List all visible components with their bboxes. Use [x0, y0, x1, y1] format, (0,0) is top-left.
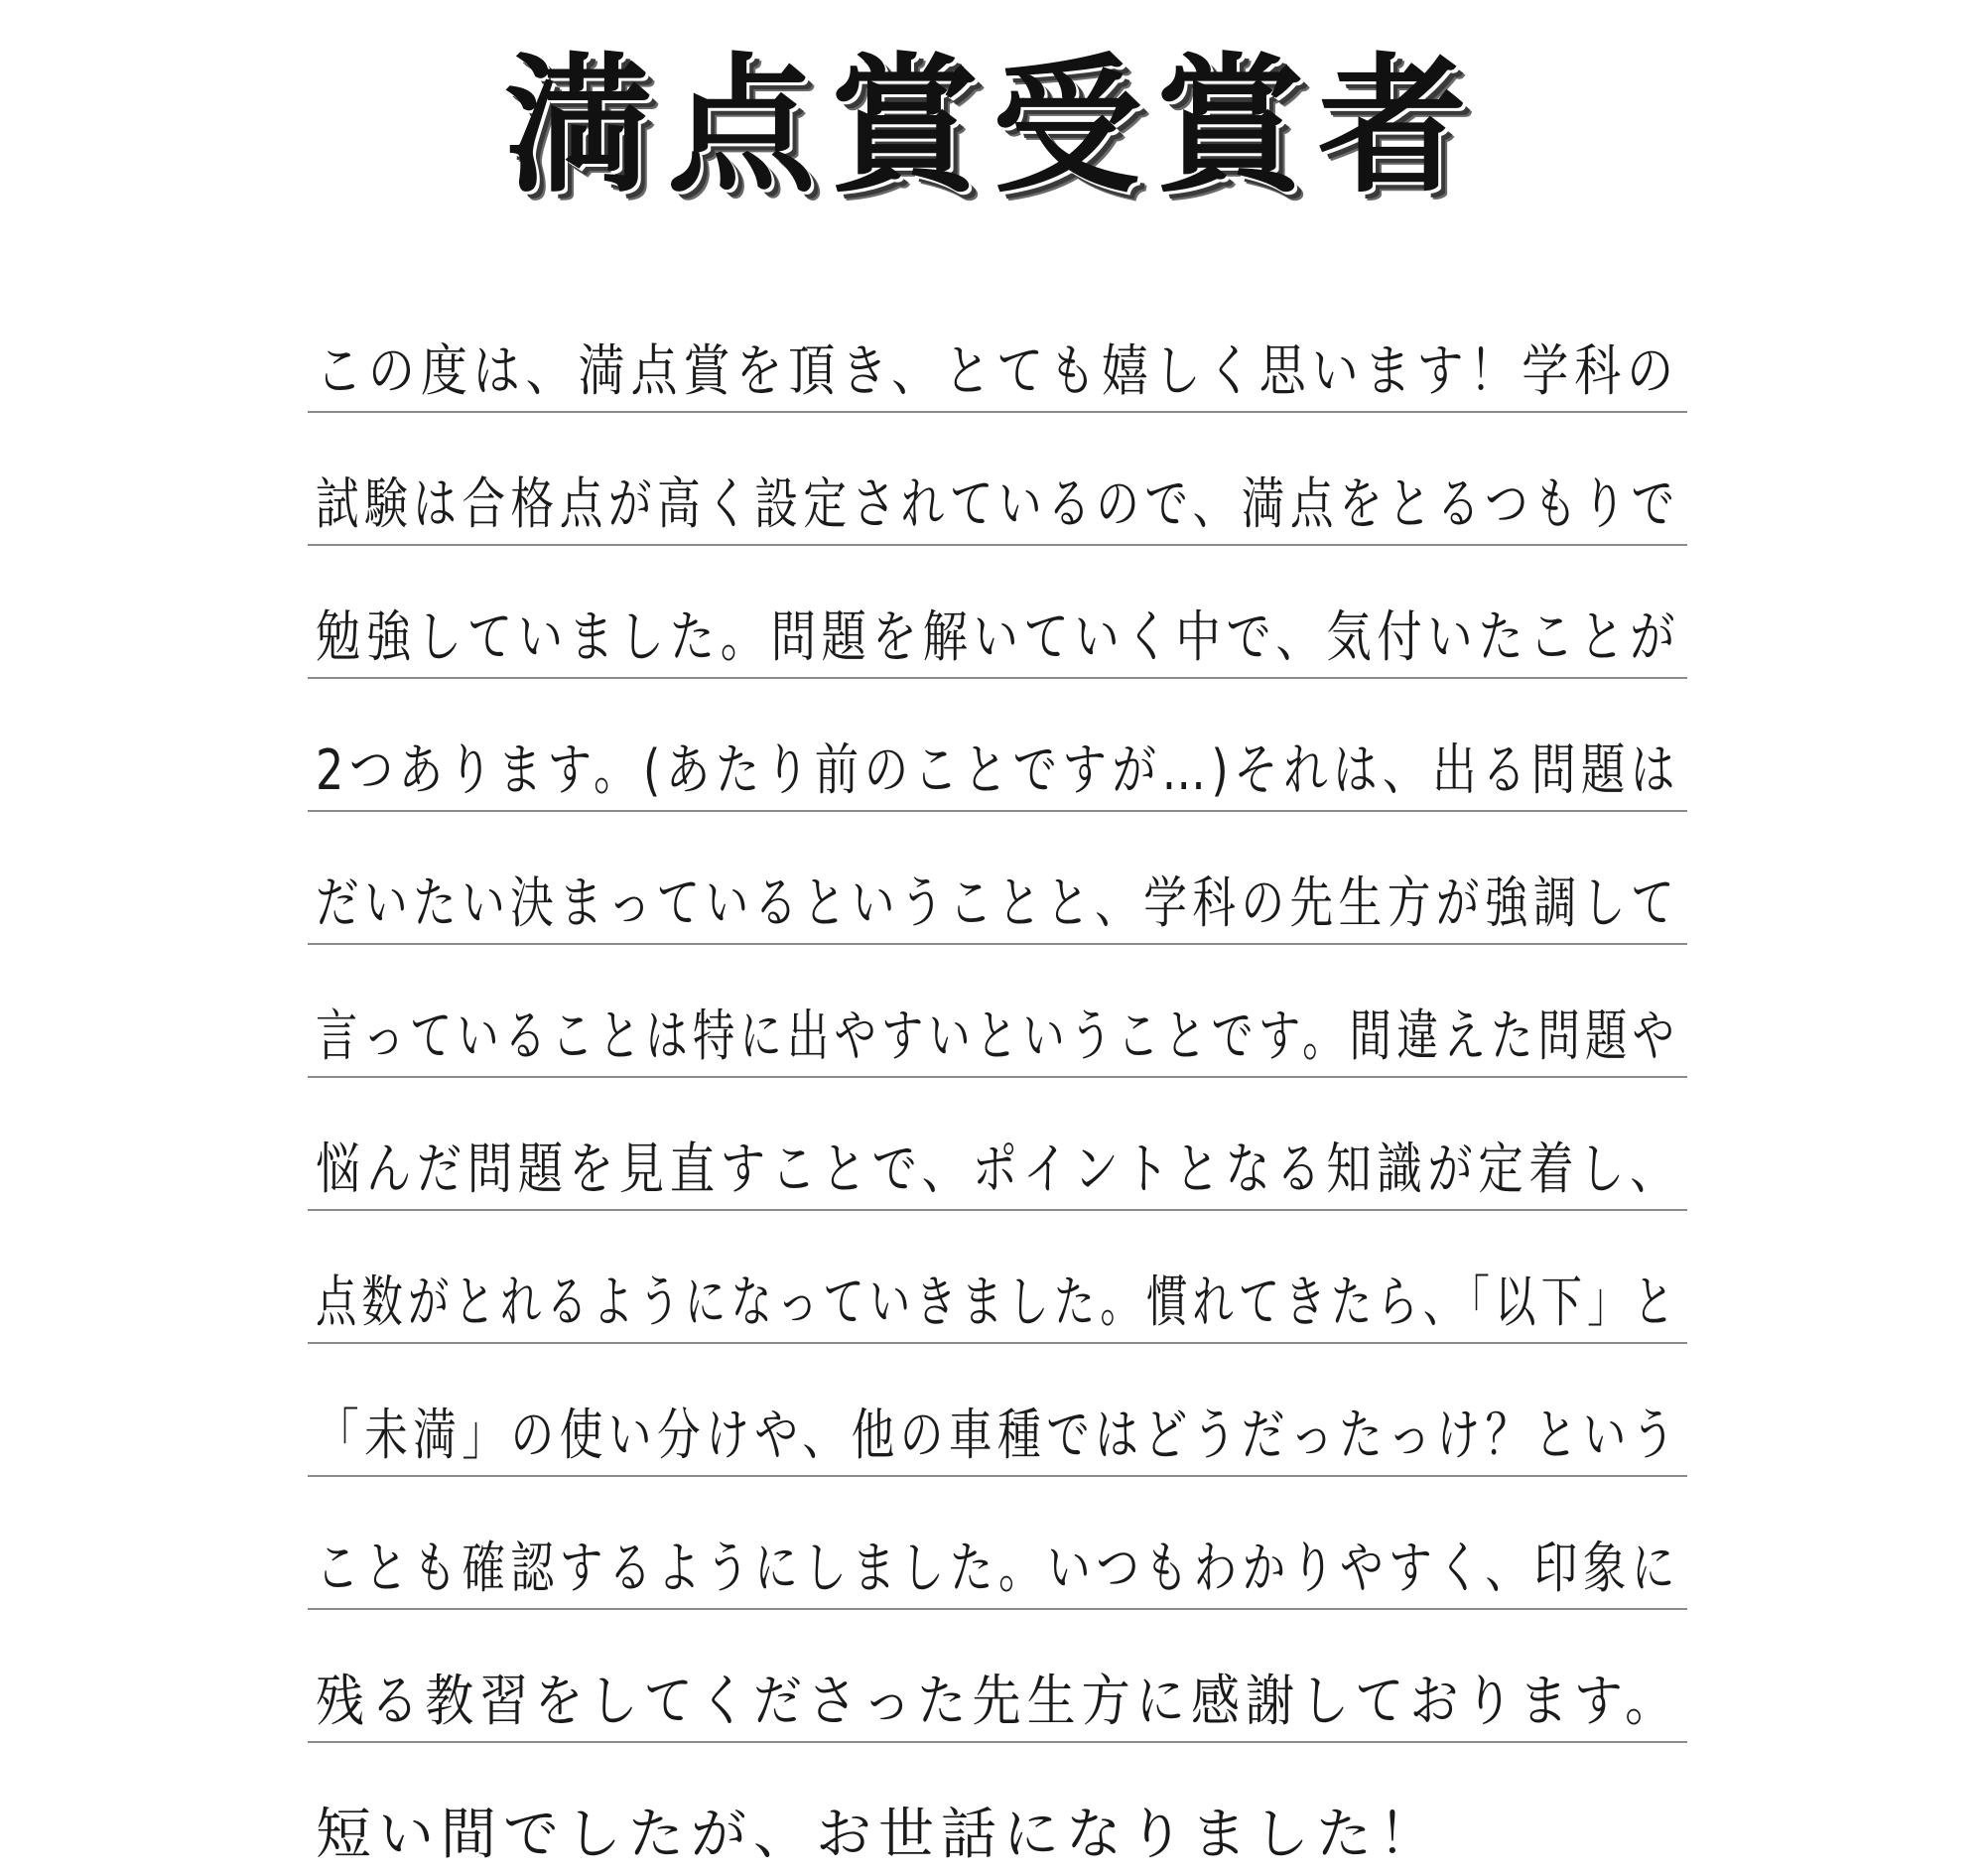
ruled-line [308, 812, 1687, 945]
handwritten-text-line: 短い間でしたが、お世話になりました！ [316, 1803, 1441, 1867]
ruled-line [308, 1477, 1687, 1610]
ruled-line [308, 280, 1687, 413]
page-title: 満点賞受賞者 [503, 41, 1481, 213]
handwritten-text-line: だいたい決まっているということと、学科の先生方が強調して [316, 871, 1680, 936]
handwritten-text-line: ことも確認するようにしました。いつもわかりやすく、印象に [316, 1537, 1681, 1601]
ruled-line [308, 546, 1687, 679]
ruled-line [308, 1211, 1687, 1344]
handwritten-text-line: 勉強していました。問題を解いていく中で、気付いたことが [316, 605, 1681, 670]
ruled-line [308, 413, 1687, 546]
handwritten-text-line: 2つあります。(あたり前のことですが…)それは、出る問題は [316, 738, 1680, 803]
ruled-line [308, 1610, 1687, 1743]
ruled-line [308, 1344, 1687, 1477]
ruled-line [308, 1743, 1687, 1876]
ruled-line [308, 1078, 1687, 1211]
handwritten-text-line: 試験は合格点が高く設定されているので、満点をとるつもりで [316, 472, 1680, 537]
handwritten-text-line: 残る教習をしてくださった先生方に感謝しております。 [316, 1670, 1680, 1734]
ruled-line [308, 679, 1687, 812]
handwritten-text-line: 言っていることは特に出やすいということです。間違えた問題や [316, 1005, 1680, 1069]
handwritten-text-line: 悩んだ問題を見直すことで、ポイントとなる知識が定着し、 [316, 1138, 1681, 1202]
handwritten-text-line: この度は、満点賞を頂き、とても嬉しく思います！学科の [316, 339, 1680, 404]
ruled-letter-body [308, 280, 1687, 1876]
handwritten-text-line: 「未満」の使い分けや、他の車種ではどうだったっけ？という [316, 1404, 1681, 1468]
ruled-line [308, 945, 1687, 1078]
handwritten-text-line: 点数がとれるようになっていきました。慣れてきたら、「以下」と [316, 1271, 1680, 1335]
